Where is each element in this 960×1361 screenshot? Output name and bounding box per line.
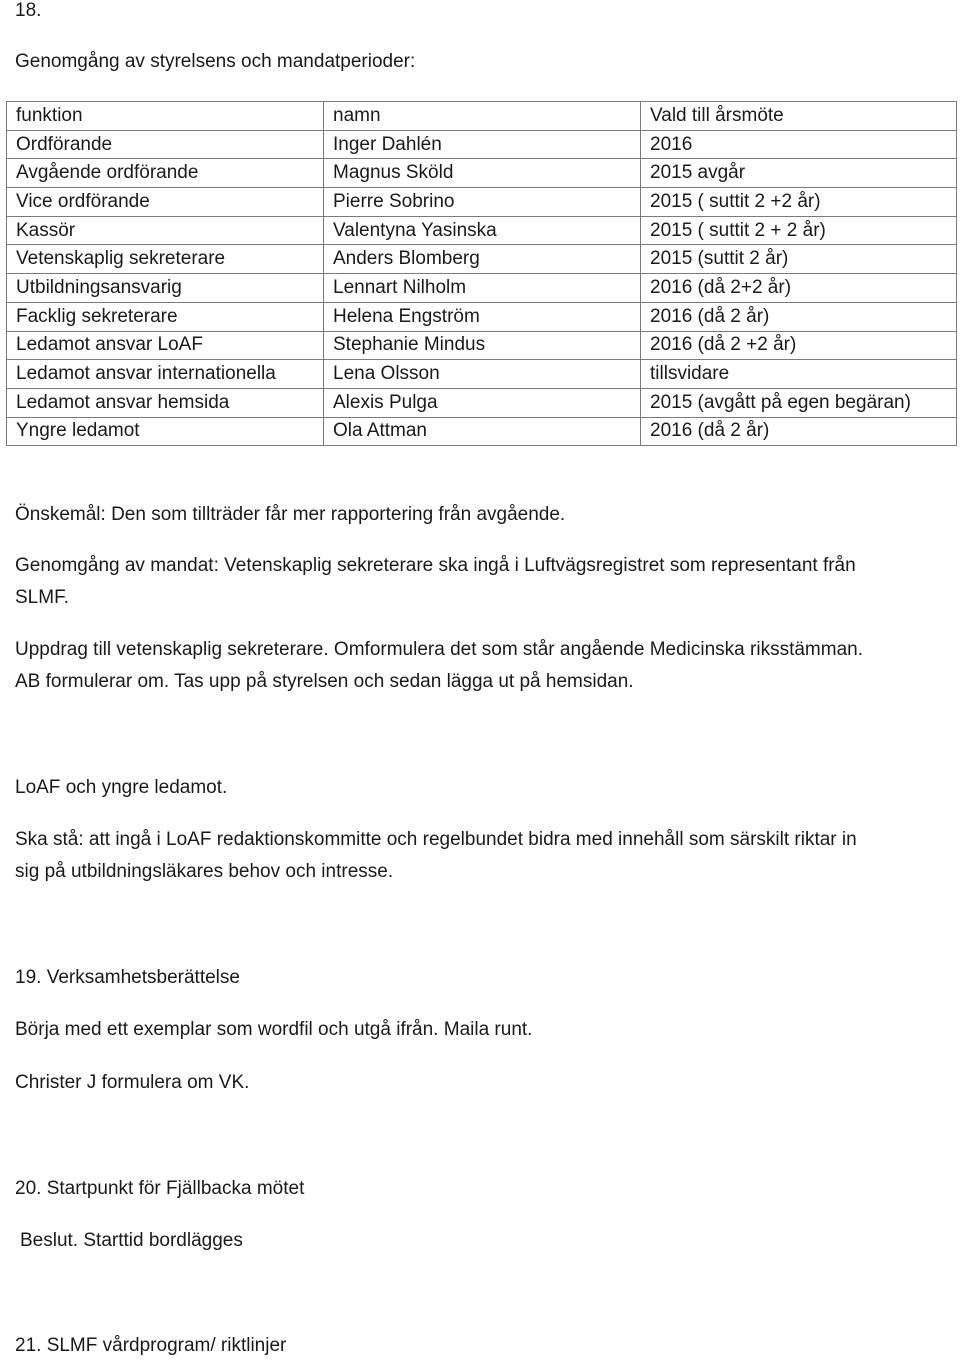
name-cell: Magnus Sköld [324,159,641,188]
table-row [7,417,957,446]
name-cell: Ola Attman [324,417,641,446]
item-19-heading: 19. Verksamhetsberättelse [15,967,240,988]
elected-until-cell: 2015 ( suttit 2 +2 år) [641,188,957,217]
elected-until-cell: 2016 (då 2 +2 år) [641,331,957,360]
elected-until-cell: 2016 (då 2+2 år) [641,274,957,303]
table-row [7,216,957,245]
name-cell: Lennart Nilholm [324,274,641,303]
name-cell: Valentyna Yasinska [324,216,641,245]
elected-until-cell: 2015 ( suttit 2 + 2 år) [641,216,957,245]
table-header-row [7,102,957,131]
role-cell: Facklig sekreterare [7,302,324,331]
mandate-paragraph [15,550,950,614]
item-19-text: Börja med ett exemplar som wordfil och utgå ifrån. Maila runt. [15,1019,533,1040]
loaf-line-2: sig på utbildningsläkares behov och intresse. [15,861,394,882]
role-cell: Yngre ledamot [7,417,324,446]
name-cell: Stephanie Mindus [324,331,641,360]
board-mandate-table [6,101,957,446]
role-cell: Avgående ordförande [7,159,324,188]
role-cell: Ordförande [7,130,324,159]
assignment-line-2: AB formulerar om. Tas upp på styrelsen och sedan lägga ut på hemsidan. [15,671,634,692]
table-row [7,302,957,331]
role-cell: Ledamot ansvar internationella [7,360,324,389]
role-cell: Ledamot ansvar hemsida [7,388,324,417]
table-row [7,331,957,360]
item-19-text-2: Christer J formulera om VK. [15,1072,250,1093]
table-row [7,360,957,389]
assignment-paragraph [15,634,950,698]
table-row [7,388,957,417]
elected-until-cell: 2016 [641,130,957,159]
name-cell: Inger Dahlén [324,130,641,159]
name-cell: Helena Engström [324,302,641,331]
name-cell: Alexis Pulga [324,388,641,417]
elected-until-cell: 2015 (suttit 2 år) [641,245,957,274]
elected-until-cell: 2015 avgår [641,159,957,188]
table-row [7,274,957,303]
elected-until-cell: 2016 (då 2 år) [641,302,957,331]
role-cell: Kassör [7,216,324,245]
item-21-heading: 21. SLMF vårdprogram/ riktlinjer [15,1335,287,1356]
name-cell: Lena Olsson [324,360,641,389]
item-20-heading: 20. Startpunkt för Fjällbacka mötet [15,1178,305,1199]
header-cell-elected-until: Vald till årsmöte [641,102,957,131]
table-row [7,130,957,159]
role-cell: Ledamot ansvar LoAF [7,331,324,360]
mandate-line-2: SLMF. [15,587,69,608]
item-number-18: 18. [15,0,42,21]
table-row [7,159,957,188]
table-row [7,245,957,274]
role-cell: Vetenskaplig sekreterare [7,245,324,274]
table-row [7,188,957,217]
name-cell: Anders Blomberg [324,245,641,274]
elected-until-cell: 2015 (avgått på egen begäran) [641,388,957,417]
board-table-body [7,102,957,446]
assignment-line-1: Uppdrag till vetenskaplig sekreterare. Omformulera det som står angående Medicinska riksstämman. [15,639,863,660]
loaf-line-1: Ska stå: att ingå i LoAF redaktionskommitte och regelbundet bidra med innehåll som särskilt riktar in [15,829,857,850]
elected-until-cell: 2016 (då 2 år) [641,417,957,446]
loaf-paragraph [15,824,950,888]
wish-paragraph: Önskemål: Den som tillträder får mer rapportering från avgående. [15,504,566,525]
elected-until-cell: tillsvidare [641,360,957,389]
loaf-heading: LoAF och yngre ledamot. [15,777,228,798]
item-20-text: Beslut. Starttid bordlägges [20,1230,243,1251]
header-cell-function: funktion [7,102,324,131]
mandate-line-1: Genomgång av mandat: Vetenskaplig sekreterare ska ingå i Luftvägsregistret som representant från [15,555,856,576]
role-cell: Utbildningsansvarig [7,274,324,303]
role-cell: Vice ordförande [7,188,324,217]
board-review-intro: Genomgång av styrelsens och mandatperioder: [15,51,416,72]
header-cell-name: namn [324,102,641,131]
name-cell: Pierre Sobrino [324,188,641,217]
